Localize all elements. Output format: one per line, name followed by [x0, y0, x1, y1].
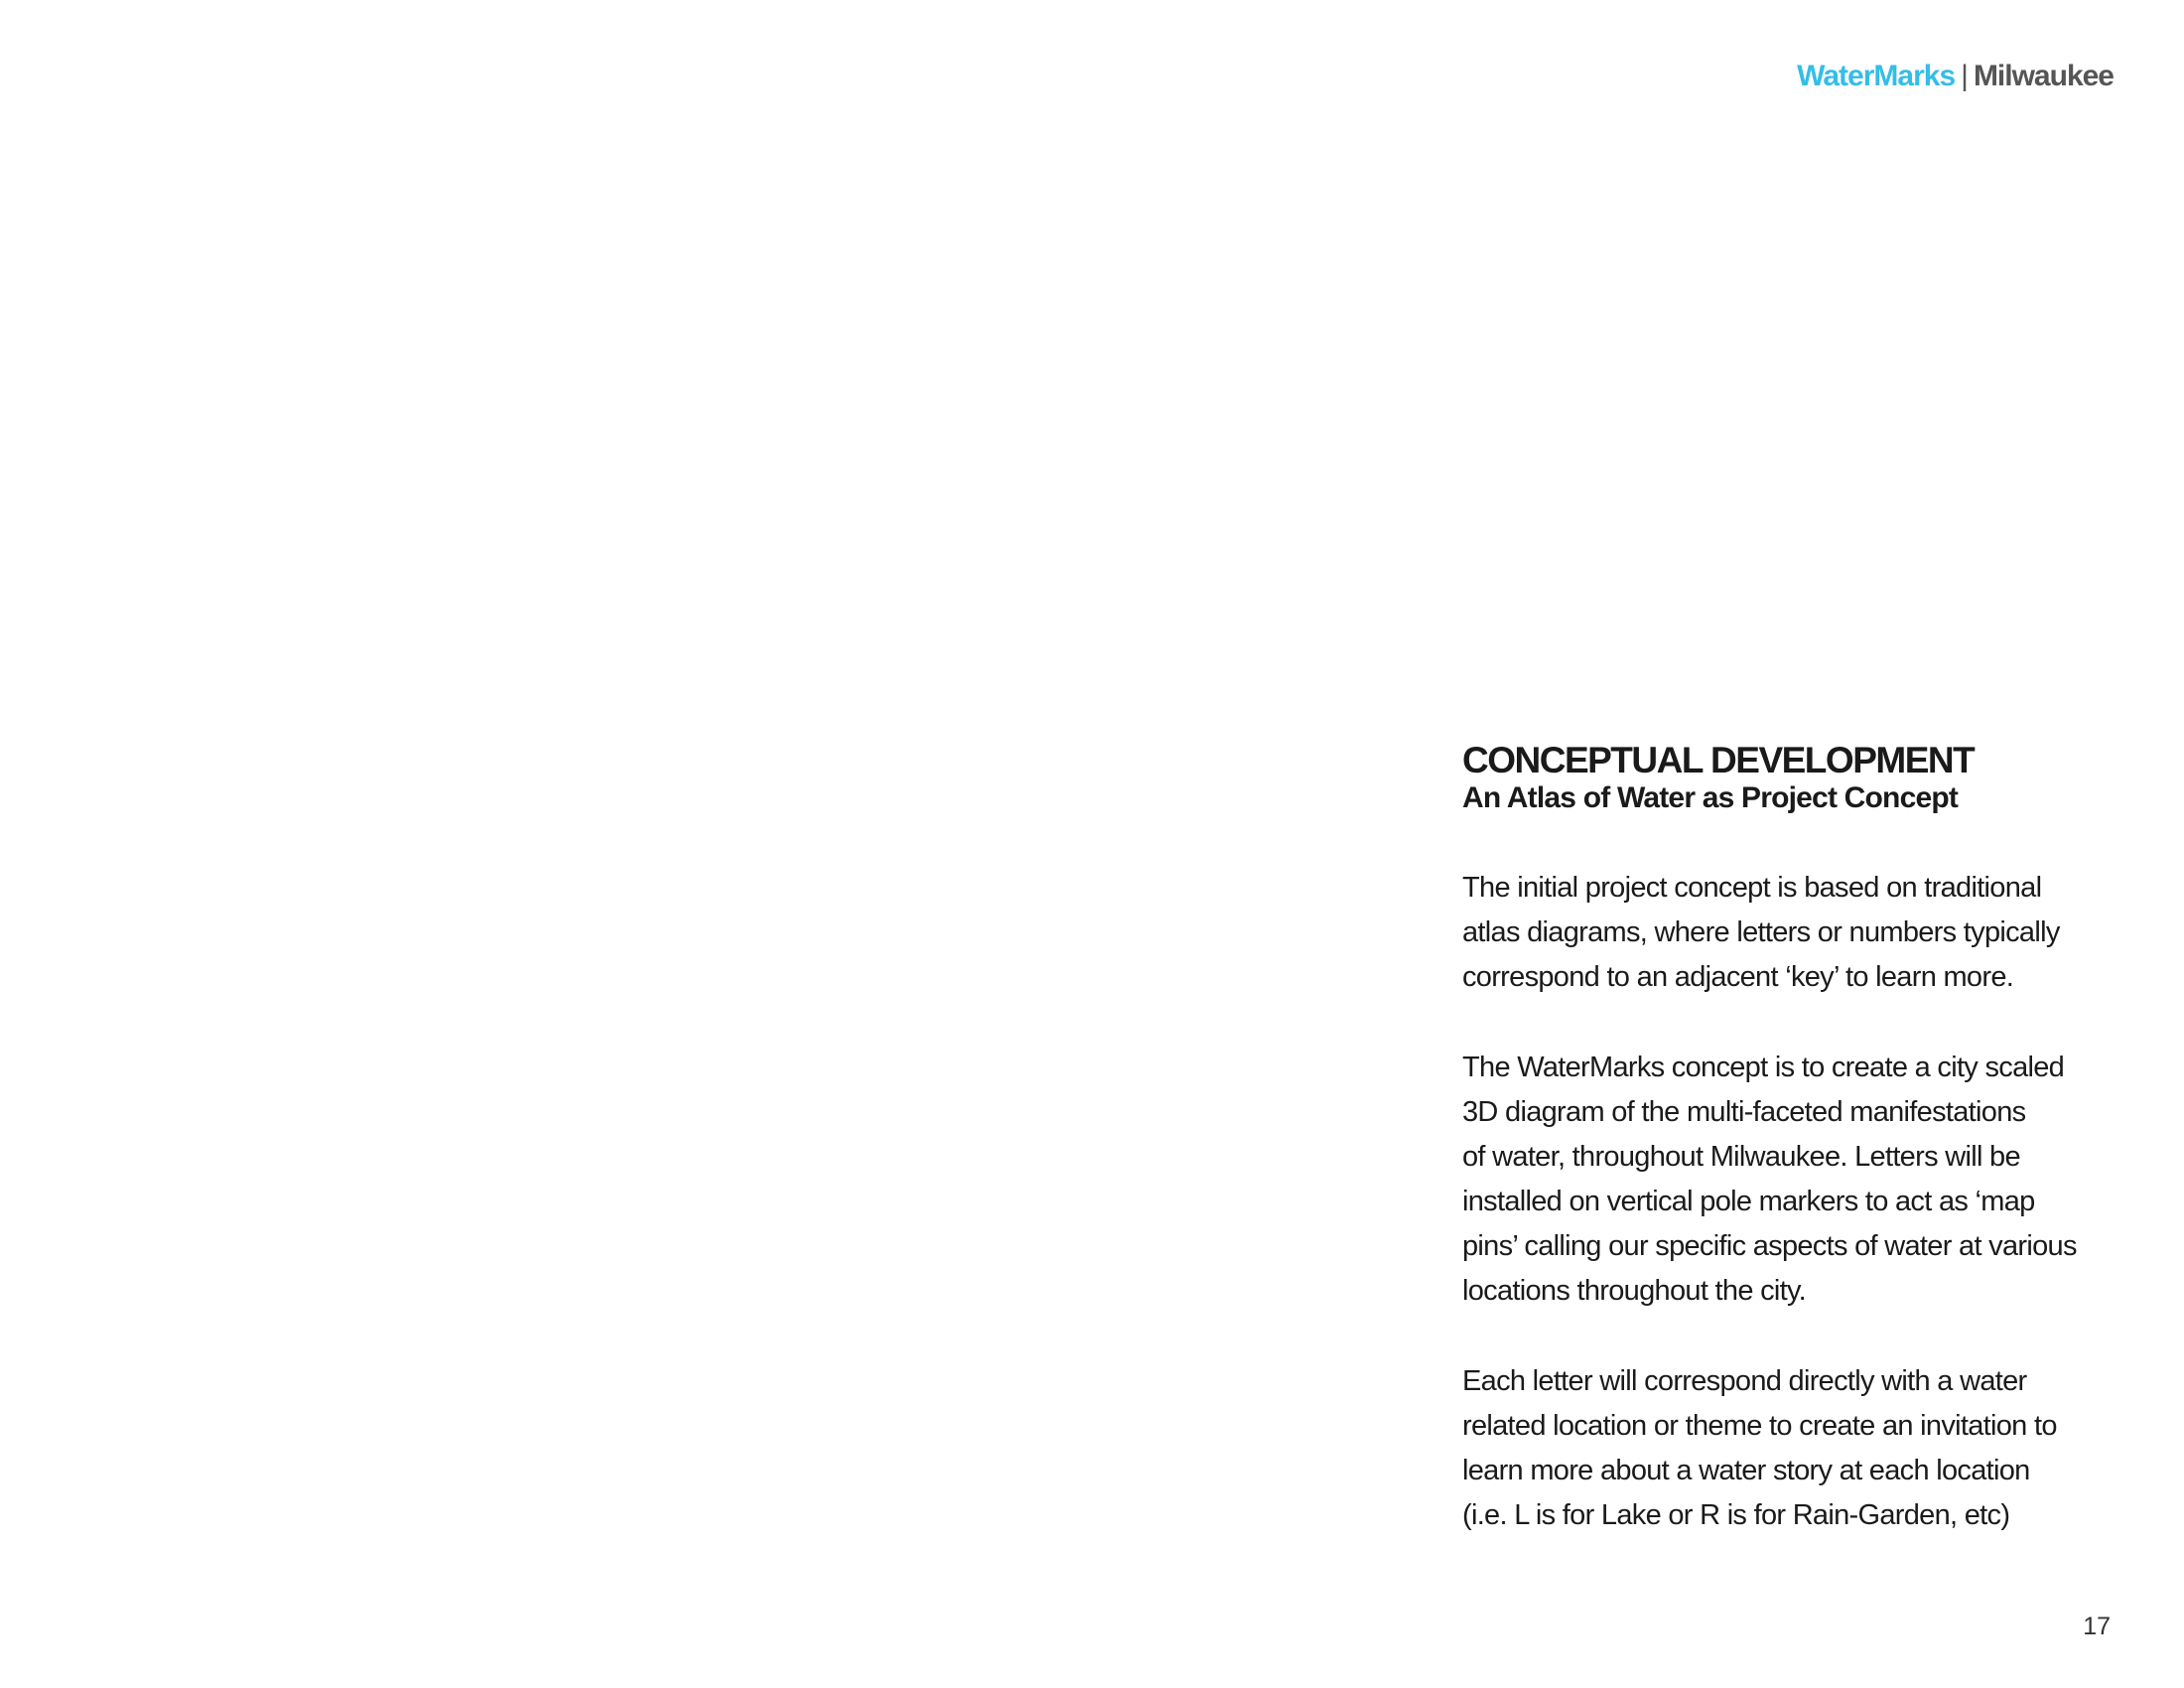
body-paragraph — [1462, 1359, 2147, 1538]
paragraph-line: atlas diagrams, where letters or numbers typically — [1462, 916, 2060, 948]
paragraph-line: installed on vertical pole markers to act as ‘map — [1462, 1186, 2035, 1217]
running-header — [1797, 60, 2114, 93]
paragraph-line: 3D diagram of the multi-faceted manifestations — [1462, 1096, 2026, 1128]
page-number: 17 — [2083, 1613, 2111, 1640]
paragraph-line: of water, throughout Milwaukee. Letters will be — [1462, 1141, 2020, 1173]
body-paragraph — [1462, 866, 2147, 1000]
paragraph-line: pins’ calling our specific aspects of water at various — [1462, 1230, 2077, 1262]
paragraph-line: related location or theme to create an invitation to — [1462, 1410, 2057, 1442]
main-content — [1462, 741, 2147, 1538]
paragraph-line: (i.e. L is for Lake or R is for Rain-Garden, etc) — [1462, 1499, 2010, 1531]
brand-name: WaterMarks — [1797, 60, 1956, 92]
header-separator: | — [1961, 60, 1968, 92]
paragraph-line: The initial project concept is based on traditional — [1462, 872, 2042, 904]
paragraph-line: correspond to an adjacent ‘key’ to learn more. — [1462, 961, 2014, 993]
paragraph-line: locations throughout the city. — [1462, 1275, 1807, 1307]
city-name: Milwaukee — [1973, 60, 2114, 92]
section-title: CONCEPTUAL DEVELOPMENT — [1462, 740, 1975, 780]
paragraph-line: The WaterMarks concept is to create a city scaled — [1462, 1052, 2065, 1083]
paragraph-line: Each letter will correspond directly with a water — [1462, 1365, 2027, 1397]
body-paragraph — [1462, 1046, 2147, 1314]
paragraph-line: learn more about a water story at each location — [1462, 1455, 2030, 1486]
section-subtitle: An Atlas of Water as Project Concept — [1462, 781, 1959, 814]
